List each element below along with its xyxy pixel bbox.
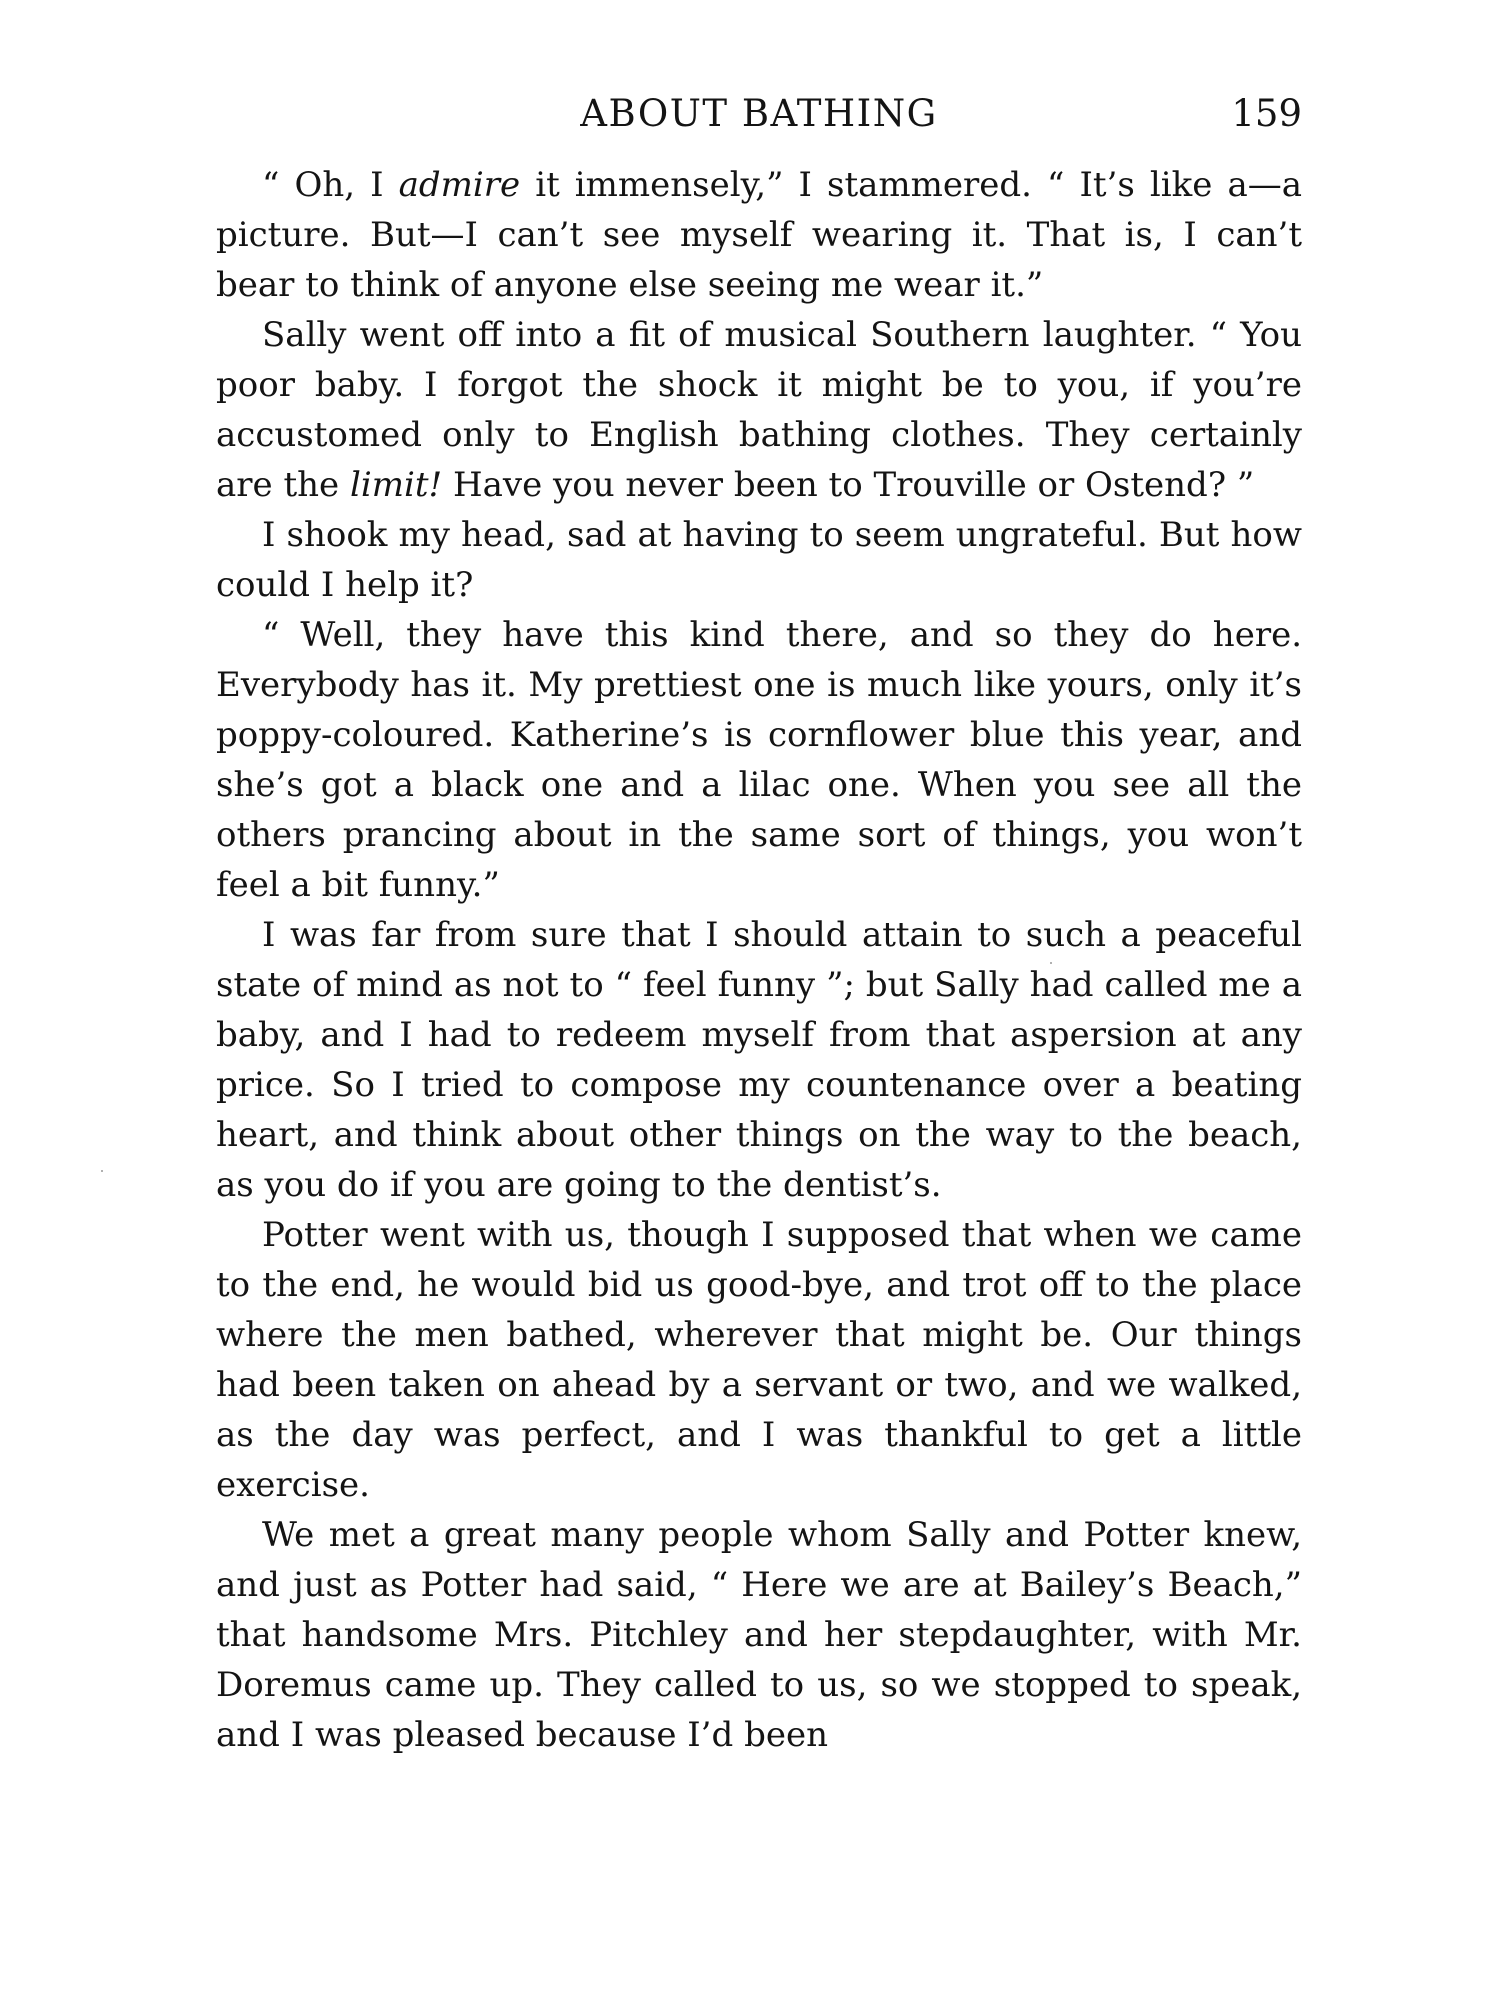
paragraph bbox=[216, 510, 1302, 610]
page-number: 159 bbox=[1231, 92, 1302, 135]
text-run: We met a great many people whom Sally and Potter knew, and just as Potter had said, “ Here we are at Bailey’s Beach,” that handsome Mrs. Pitchley and her stepdaughter, with Mr. Doremus came up. They called to us, so we stopped to speak, and I was pleased because I’d been bbox=[216, 1515, 1302, 1755]
paragraph bbox=[216, 310, 1302, 510]
text-run: Have you never been to Trouville or Ostend? ” bbox=[442, 465, 1255, 505]
print-speck bbox=[101, 1170, 103, 1172]
paragraph bbox=[216, 1510, 1302, 1760]
running-head bbox=[216, 88, 1302, 140]
paragraph bbox=[216, 160, 1302, 310]
chapter-title: ABOUT BATHING bbox=[580, 92, 938, 135]
paragraph bbox=[216, 1210, 1302, 1510]
text-run: “ Well, they have this kind there, and so they do here. Everybody has it. My prettiest one is much like yours, only it’s poppy-coloured. Katherine’s is cornflower blue this year, and she’s got a black one and a lilac one. When you see all the others prancing about in the same sort of things, you won’t feel a bit funny.” bbox=[216, 615, 1302, 905]
text-run: it immensely,” I stammered. “ It’s like a—a picture. But—I can’t see myself wearing it. That is, I can’t bear to think of anyone else seeing me wear it.” bbox=[216, 165, 1302, 305]
print-speck bbox=[1050, 962, 1052, 964]
text-run: “ Oh, I bbox=[262, 165, 399, 205]
text-run: I was far from sure that I should attain to such a peaceful state of mind as not to “ feel funny ”; but Sally had called me a baby, and I had to redeem myself from that aspersion at any price. So I tried to compose my countenance over a beating heart, and think about other things on the way to the beach, as you do if you are going to the dentist’s. bbox=[216, 915, 1302, 1205]
italic-text-run: limit! bbox=[349, 465, 443, 505]
paragraph bbox=[216, 610, 1302, 910]
body-text bbox=[216, 160, 1302, 1760]
paragraph bbox=[216, 910, 1302, 1210]
italic-text-run: admire bbox=[398, 165, 521, 205]
text-run: I shook my head, sad at having to seem ungrateful. But how could I help it? bbox=[216, 515, 1302, 605]
text-run: Potter went with us, though I supposed that when we came to the end, he would bid us good-bye, and trot off to the place where the men bathed, wherever that might be. Our things had been taken on ahead by a servant or two, and we walked, as the day was perfect, and I was thankful to get a little exercise. bbox=[216, 1215, 1302, 1505]
text-run: Sally went off into a fit of musical Southern laughter. “ You poor baby. I forgot the shock it might be to you, if you’re accustomed only to English bathing clothes. They certainly are the bbox=[216, 315, 1302, 505]
